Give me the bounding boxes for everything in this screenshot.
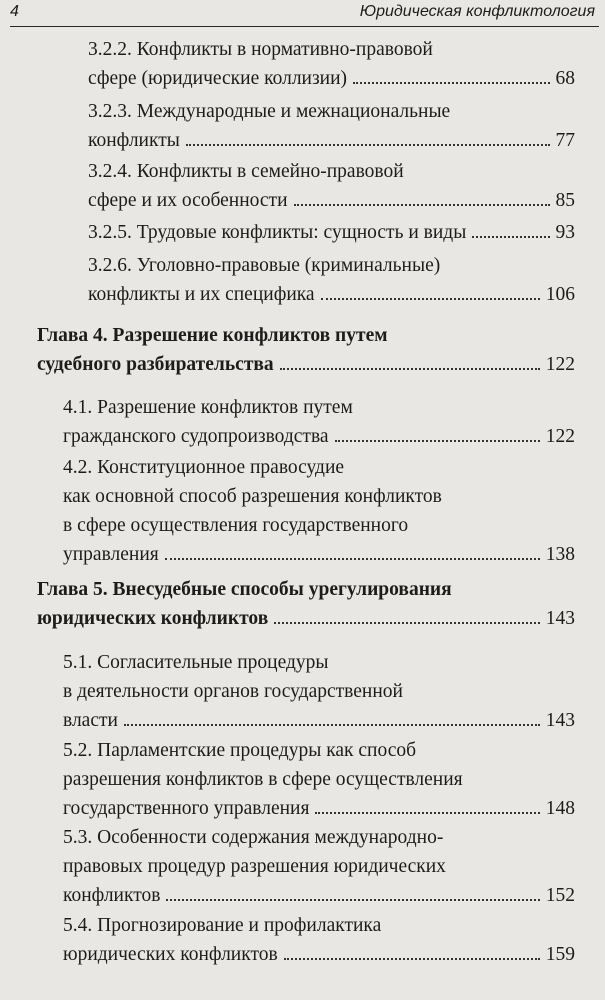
page-ref: 143 bbox=[545, 710, 575, 731]
toc-entry-3-2-4-cont[interactable]: сфере и их особенности 85 bbox=[88, 190, 575, 211]
toc-entry-4-2-l2[interactable]: как основной способ разрешения конфликтов bbox=[63, 486, 442, 507]
toc-entry-3-2-3-cont[interactable]: конфликты 77 bbox=[88, 130, 575, 151]
dot-leader bbox=[353, 82, 549, 84]
toc-entry-5-1-l3[interactable]: власти 143 bbox=[63, 710, 575, 731]
page-ref: 152 bbox=[545, 885, 575, 906]
toc-entry-3-2-5[interactable]: 3.2.5. Трудовые конфликты: сущность и виды 93 bbox=[88, 222, 575, 243]
toc-chapter-5[interactable]: Глава 5. Внесудебные способы урегулирования bbox=[37, 579, 452, 600]
dot-leader bbox=[321, 298, 540, 300]
page-ref: 93 bbox=[555, 222, 575, 243]
page-ref: 159 bbox=[545, 944, 575, 965]
toc-chapter-4[interactable]: Глава 4. Разрешение конфликтов путем bbox=[37, 325, 388, 346]
dot-leader bbox=[124, 724, 540, 726]
page-ref: 77 bbox=[555, 130, 575, 151]
page-ref: 138 bbox=[545, 544, 575, 565]
toc-entry-5-3-l2[interactable]: правовых процедур разрешения юридических bbox=[63, 856, 446, 877]
toc-entry-5-4-cont[interactable]: юридических конфликтов 159 bbox=[63, 944, 575, 965]
page-ref: 143 bbox=[545, 608, 575, 629]
toc-entry-5-2-l3[interactable]: государственного управления 148 bbox=[63, 798, 575, 819]
running-title: Юридическая конфликтология bbox=[359, 3, 595, 20]
toc-entry-3-2-6[interactable]: 3.2.6. Уголовно-правовые (криминальные) bbox=[88, 255, 441, 276]
toc-entry-5-3[interactable]: 5.3. Особенности содержания международно- bbox=[63, 827, 444, 848]
toc-entry-4-2-l4[interactable]: управления 138 bbox=[63, 544, 575, 565]
toc-entry-3-2-2[interactable]: 3.2.2. Конфликты в нормативно-правовой bbox=[88, 39, 433, 60]
page-ref: 68 bbox=[555, 68, 575, 89]
toc-entry-3-2-6-cont[interactable]: конфликты и их специфика 106 bbox=[88, 284, 575, 305]
dot-leader bbox=[166, 899, 539, 901]
dot-leader bbox=[280, 368, 540, 370]
dot-leader bbox=[294, 204, 550, 206]
toc-entry-5-1-l2[interactable]: в деятельности органов государственной bbox=[63, 681, 403, 702]
page-ref: 85 bbox=[555, 190, 575, 211]
toc-entry-4-1[interactable]: 4.1. Разрешение конфликтов путем bbox=[63, 397, 353, 418]
toc-chapter-5-cont[interactable]: юридических конфликтов 143 bbox=[37, 608, 575, 629]
toc-entry-5-3-l3[interactable]: конфликтов 152 bbox=[63, 885, 575, 906]
toc-entry-5-4[interactable]: 5.4. Прогнозирование и профилактика bbox=[63, 915, 382, 936]
toc-chapter-4-cont[interactable]: судебного разбирательства 122 bbox=[37, 354, 575, 375]
page-ref: 148 bbox=[545, 798, 575, 819]
toc-entry-5-2[interactable]: 5.2. Парламентские процедуры как способ bbox=[63, 740, 417, 761]
toc-entry-4-1-cont[interactable]: гражданского судопроизводства 122 bbox=[63, 426, 575, 447]
dot-leader bbox=[284, 958, 540, 960]
page-ref: 106 bbox=[545, 284, 575, 305]
toc-entry-5-2-l2[interactable]: разрешения конфликтов в сфере осуществления bbox=[63, 769, 463, 790]
toc-entry-3-2-4[interactable]: 3.2.4. Конфликты в семейно-правовой bbox=[88, 161, 404, 182]
dot-leader bbox=[335, 440, 540, 442]
toc-entry-3-2-2-cont[interactable]: сфере (юридические коллизии) 68 bbox=[88, 68, 575, 89]
dot-leader bbox=[472, 236, 549, 238]
dot-leader bbox=[315, 812, 539, 814]
page-ref: 122 bbox=[545, 354, 575, 375]
page-number: 4 bbox=[10, 3, 19, 20]
toc-entry-4-2-l3[interactable]: в сфере осуществления государственного bbox=[63, 515, 409, 536]
page-ref: 122 bbox=[545, 426, 575, 447]
toc-entry-5-1[interactable]: 5.1. Согласительные процедуры bbox=[63, 652, 329, 673]
dot-leader bbox=[274, 622, 540, 624]
dot-leader bbox=[165, 558, 540, 560]
toc-entry-3-2-3[interactable]: 3.2.3. Международные и межнациональные bbox=[88, 101, 451, 122]
dot-leader bbox=[186, 144, 550, 146]
toc-entry-4-2[interactable]: 4.2. Конституционное правосудие bbox=[63, 457, 345, 478]
